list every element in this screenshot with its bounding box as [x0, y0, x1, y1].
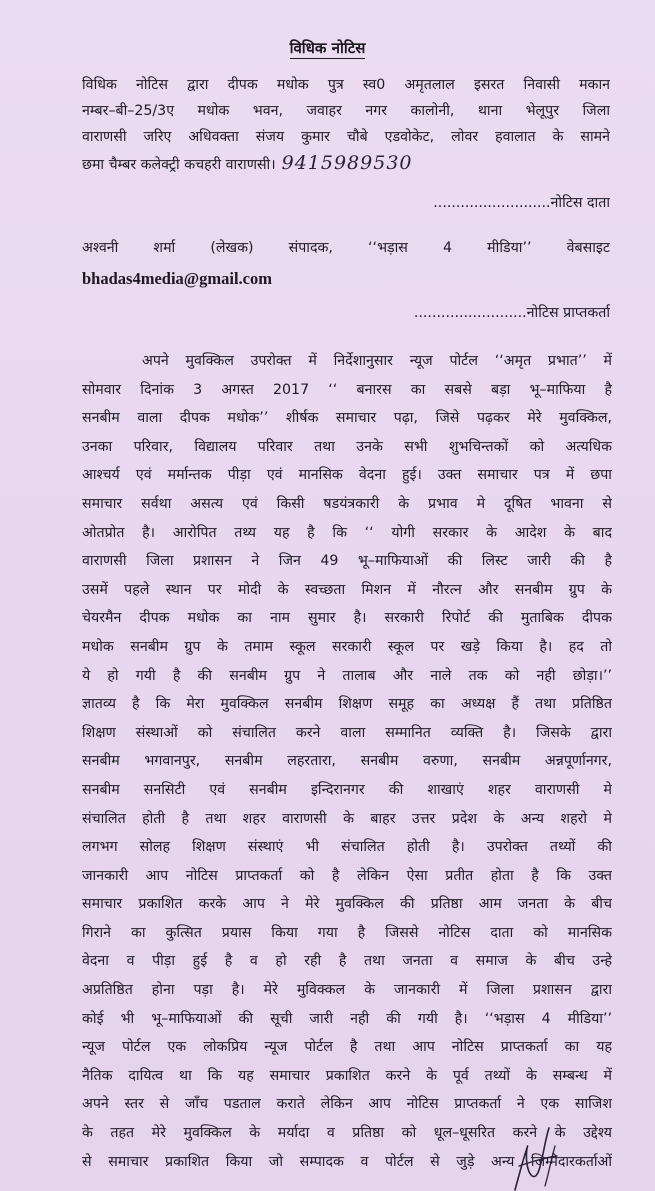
body-line: वेदना व पीड़ा हुई है व हो रही है तथा जनता व समाज के बीच उन्हे [82, 953, 612, 970]
notice-body [82, 347, 612, 1176]
body-line: जानकारी आप नोटिस प्राप्तकर्ता को है लेकिन ऐसा प्रतीत होता है कि उक्त [82, 867, 612, 884]
sender-line: विधिक नोटिस द्वारा दीपक मधोक पुत्र स्व0 अमृतलाल इसरत निवासी मकान [82, 77, 610, 93]
body-line: ये हो गयी है की सनबीम ग्रुप ने तालाब और नाले तक को नही छोड़ा।’’ [82, 667, 612, 684]
body-line: समाचार सर्वथा असत्य एवं किसी षडयंत्रकारी के प्रभाव मे दूषित भावना से [82, 495, 612, 512]
body-line: न्यूज पोर्टल एक लोकप्रिय न्यूज पोर्टल है तथा आप नोटिस प्राप्तकर्ता का यह [82, 1039, 612, 1056]
body-line: सोमवार दिनांक 3 अगस्त 2017 ‘‘ बनारस का सबसे बड़ा भू–माफिया है [82, 381, 612, 398]
sender-label: ..........................नोटिस दाता [433, 195, 610, 211]
body-line: समाचार प्रकाशित करके आप ने मेरे मुवक्किल की प्रतिष्ठा आम जनता के बीच [82, 896, 612, 913]
body-line: सनबीम भगवानपुर, सनबीम लहरतारा, सनबीम वरुणा, सनबीम अन्नपूर्णानगर, [82, 753, 612, 770]
body-line: उनका परिवार, विद्यालय परिवार तथा उनके सभी शुभचिन्तकों को अत्यधिक [82, 438, 612, 455]
sender-address-end: छमा चैम्बर कलेक्ट्री कचहरी वाराणसी। [82, 157, 276, 173]
recipient-email-row [82, 266, 610, 292]
body-line: मधोक सनबीम ग्रुप के तमाम स्कूल सरकारी स्कूल पर खड़े किया है। हद तो [82, 638, 612, 655]
recipient-details [82, 235, 610, 261]
body-line: के तहत मेरे मुवक्किल के मर्यादा व प्रतिष्ठा को धूल–धूसरित करने के उद्देश्य [82, 1125, 612, 1142]
recipient-label: .........................नोटिस प्राप्तकर्ता [413, 305, 610, 321]
body-line: अप्रतिष्ठित होना पड़ा है। मेरे मुविक्कल के जानकारी में जिला प्रशासन द्वारा [82, 982, 612, 999]
body-line: अपने स्तर से जाँच पडताल कराते लेकिन आप नोटिस प्राप्तकर्ता ने एक साजिश [82, 1096, 612, 1113]
recipient-line: अश्वनी शर्मा (लेखक) संपादक, ‘‘भड़ास 4 मीडिया’’ वेबसाइट [82, 240, 610, 256]
signature-mark [505, 1120, 575, 1191]
sender-label-row [82, 190, 610, 216]
sender-line: नम्बर–बी–25/3ए मधोक भवन, जवाहर नगर कालोनी, थाना भेलूपुर जिला [82, 103, 610, 119]
body-line: संचालित होती है तथा शहर वाराणसी के बाहर उत्तर प्रदेश के अन्य शहरो मे [82, 810, 612, 827]
body-line: लगभग सोलह शिक्षण संस्थाएं भी संचालित होती है। उपरोक्त तथ्यों की [82, 839, 612, 856]
body-line: आश्चर्य एवं मर्मान्तक पीड़ा एवं मानसिक वेदना हुई। उक्त समाचार पत्र में छपा [82, 467, 612, 484]
body-line: सनबीम वाला दीपक मधोक’’ शीर्षक समाचार पढ़ा, जिसे पढ़कर मेरे मुवक्किल, [82, 410, 612, 427]
sender-details [82, 72, 610, 176]
recipient-email: bhadas4media@gmail.com [82, 269, 272, 288]
body-line: अपने मुवक्किल उपरोक्त में निर्देशानुसार न्यूज पोर्टल ‘‘अमृत प्रभात’’ में [142, 353, 612, 369]
body-line: गिराने का कुत्सित प्रयास किया गया है जिससे नोटिस दाता को मानसिक [82, 924, 612, 941]
sender-line-last [82, 150, 610, 176]
body-line: ज्ञातव्य है कि मेरा मुवक्किल सनबीम शिक्षण समूह का अध्यक्ष हैं तथा प्रतिष्ठित [82, 696, 612, 713]
body-line: से समाचार प्रकाशित किया जो सम्पादक व पोर्टल से जुड़े अन्य जिम्मेदारकर्ताओं [82, 1153, 612, 1170]
handwritten-phone-number: 9415989530 [281, 152, 413, 174]
body-line: वाराणसी जिला प्रशासन ने जिन 49 भू–माफियाओं की लिस्ट जारी की है [82, 553, 612, 570]
notice-title: विधिक नोटिस [289, 39, 366, 57]
body-line: शिक्षण संस्थाओं को संचालित करने वाला सम्मानित व्यक्ति है। जिसके द्वारा [82, 724, 612, 741]
sender-line: वाराणसी जरिए अधिवक्ता संजय कुमार चौबे एडवोकेट, लोवर हवालात के सामने [82, 129, 610, 145]
recipient-label-row [82, 300, 610, 326]
body-line: नैतिक दायित्व था कि यह समाचार प्रकाशित करने के पूर्व तथ्यों के सम्बन्ध में [82, 1067, 612, 1084]
body-line: ओतप्रोत है। आरोपित तथ्य यह है कि ‘‘ योगी सरकार के आदेश के बाद [82, 524, 612, 541]
body-line: सनबीम सनसिटी एवं सनबीम इन्दिरानगर की शाखाएं शहर वाराणसी मे [82, 781, 612, 798]
body-line: चेयरमैन दीपक मधोक का नाम सुमार है। सरकारी रिपोर्ट की मुताबिक दीपक [82, 610, 612, 627]
body-line: उसमें पहले स्थान पर मोदी के स्वच्छता मिशन में नौरत्न और सनबीम ग्रुप के [82, 581, 612, 598]
body-line: कोई भी भू–माफियाओं की सूची जारी नही की गयी है। ‘‘भड़ास 4 मीडिया’’ [82, 1010, 612, 1027]
